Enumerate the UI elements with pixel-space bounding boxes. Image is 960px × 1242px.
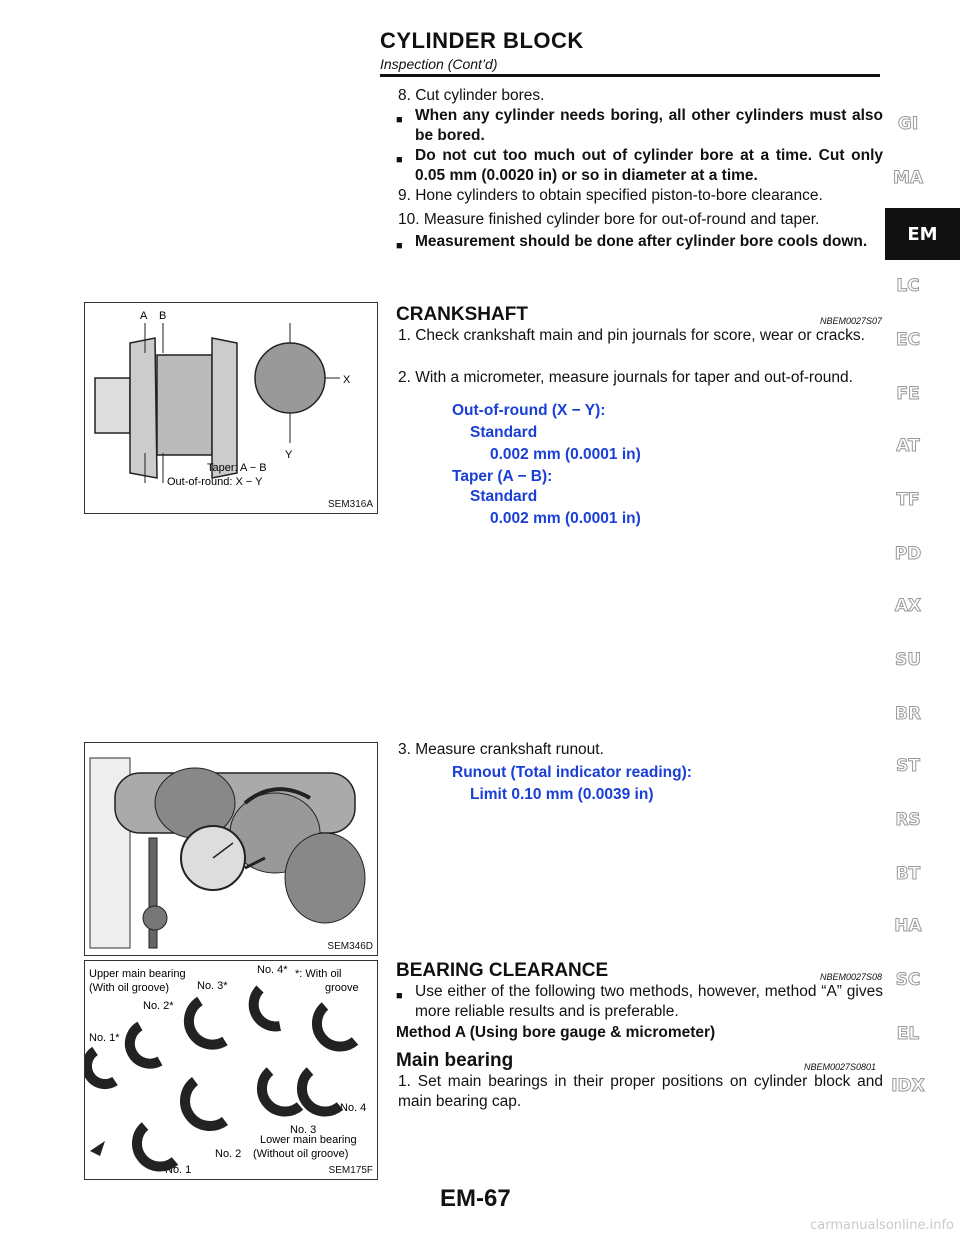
tab-idx[interactable]: IDX [891, 1076, 925, 1096]
tab-rs[interactable]: RS [895, 810, 921, 830]
spec-standard: Standard [470, 424, 538, 441]
runout-dial-gauge-diagram [85, 743, 377, 955]
label-no3-upper: No. 3* [197, 980, 228, 992]
bullet-icon: ■ [396, 990, 403, 1002]
spec-standard: Standard [470, 488, 538, 505]
crankshaft-step-3: 3. Measure crankshaft runout. [398, 741, 604, 758]
page-title: CYLINDER BLOCK [380, 28, 584, 53]
section-code: NBEM0027S0801 [804, 1062, 877, 1072]
label-no2-lower: No. 2 [215, 1148, 242, 1160]
crankshaft-step-2: 2. With a micrometer, measure journals for taper and out-of-round. [398, 369, 853, 386]
label-no1-lower: No. 1 [165, 1164, 192, 1176]
bullet-text: Do not cut too much out of cylinder bore at a time. Cut only 0.05 mm (0.0020 in) or so in diameter at a time. [415, 147, 883, 184]
crankshaft-journal-diagram [85, 303, 377, 513]
bullet-text: Use either of the following two methods, however, method “A” gives more reliable results and is preferable. [415, 983, 883, 1020]
figure-code: SEM175F [328, 1165, 373, 1176]
crankshaft-step-1: 1. Check crankshaft main and pin journals for score, wear or cracks. [398, 327, 865, 344]
out-of-round-formula: Out-of-round: X − Y [167, 476, 263, 488]
section-title-crankshaft: CRANKSHAFT [396, 304, 528, 325]
bullet-boring-all [398, 106, 883, 146]
page-subtitle: Inspection (Cont’d) [380, 56, 498, 72]
tab-el[interactable]: EL [896, 1024, 920, 1044]
figure-code: SEM316A [327, 499, 373, 510]
upper-bearing-label: Upper main bearing [89, 968, 186, 980]
tab-pd[interactable]: PD [894, 544, 922, 564]
figure-main-bearings [84, 960, 378, 1180]
bullet-text: Measurement should be done after cylinder bore cools down. [415, 233, 868, 250]
tab-ec[interactable]: EC [895, 330, 921, 350]
tab-ma[interactable]: MA [893, 168, 924, 188]
tab-em-active[interactable]: EM [885, 208, 960, 260]
tab-st[interactable]: ST [896, 756, 920, 776]
groove-note-2: groove [325, 982, 359, 994]
label-no1-upper: No. 1* [89, 1032, 120, 1044]
label-no2-upper: No. 2* [143, 1000, 174, 1012]
section-title-bearing-clearance: BEARING CLEARANCE [396, 960, 609, 981]
label-b: B [159, 310, 167, 322]
bullet-text: When any cylinder needs boring, all other cylinders must also be bored. [415, 107, 883, 144]
main-bearing-step-1: 1. Set main bearings in their proper positions on cylinder block and main bearing cap. [398, 1073, 883, 1110]
figure-code: SEM346D [327, 941, 373, 952]
lower-bearing-label: Lower main bearing [260, 1134, 357, 1146]
header-divider [380, 74, 880, 77]
tab-sc[interactable]: SC [895, 970, 921, 990]
tab-fe[interactable]: FE [896, 384, 920, 404]
tab-tf[interactable]: TF [896, 490, 920, 510]
figure-crankshaft-runout [84, 742, 378, 956]
spec-taper-label: Taper (A − B): [452, 468, 553, 485]
label-y: Y [285, 449, 293, 461]
figure-crankshaft-measure [84, 302, 378, 514]
label-x: X [343, 374, 351, 386]
section-code: NBEM0027S07 [820, 316, 883, 326]
groove-note: *: With oil [295, 968, 342, 980]
spec-value: 0.002 mm (0.0001 in) [490, 446, 641, 463]
tab-ha[interactable]: HA [894, 916, 922, 936]
spec-value: 0.002 mm (0.0001 in) [490, 510, 641, 527]
label-no4-upper: No. 4* [257, 964, 288, 976]
step-9: 9. Hone cylinders to obtain specified piston-to-bore clearance. [398, 187, 823, 204]
section-code: NBEM0027S08 [820, 972, 883, 982]
main-bearing-layout-diagram [85, 961, 377, 1179]
bearing-bullet [398, 982, 883, 1022]
step-8: 8. Cut cylinder bores. [398, 87, 545, 104]
page-number: EM-67 [440, 1185, 511, 1212]
tab-lc[interactable]: LC [896, 276, 920, 296]
bullet-icon: ■ [396, 154, 403, 166]
tab-bt[interactable]: BT [895, 864, 921, 884]
label-no4-lower: No. 4 [340, 1102, 367, 1114]
watermark: carmanualsonline.info [810, 1218, 954, 1233]
runout-limit: Limit 0.10 mm (0.0039 in) [470, 786, 654, 803]
bullet-icon: ■ [396, 240, 403, 252]
bullet-icon: ■ [396, 114, 403, 126]
bullet-cut-limit [398, 146, 883, 186]
label-a: A [140, 310, 148, 322]
label-no3-lower: No. 3 [290, 1124, 317, 1136]
tab-br[interactable]: BR [894, 704, 922, 724]
lower-bearing-note: (Without oil groove) [253, 1148, 349, 1160]
bullet-cool-down [398, 232, 883, 252]
taper-formula: Taper: A − B [207, 462, 267, 474]
step-10: 10. Measure finished cylinder bore for out-of-round and taper. [398, 211, 820, 228]
spec-out-of-round-label: Out-of-round (X − Y): [452, 402, 606, 419]
tab-su[interactable]: SU [894, 650, 922, 670]
upper-bearing-note: (With oil groove) [89, 982, 170, 994]
tab-at[interactable]: AT [896, 436, 920, 456]
subsection-title-main-bearing: Main bearing [396, 1050, 514, 1071]
runout-label: Runout (Total indicator reading): [452, 764, 692, 781]
tab-ax[interactable]: AX [894, 596, 922, 616]
method-a-heading: Method A (Using bore gauge & micrometer) [396, 1024, 716, 1041]
tab-gi[interactable]: GI [897, 114, 919, 134]
